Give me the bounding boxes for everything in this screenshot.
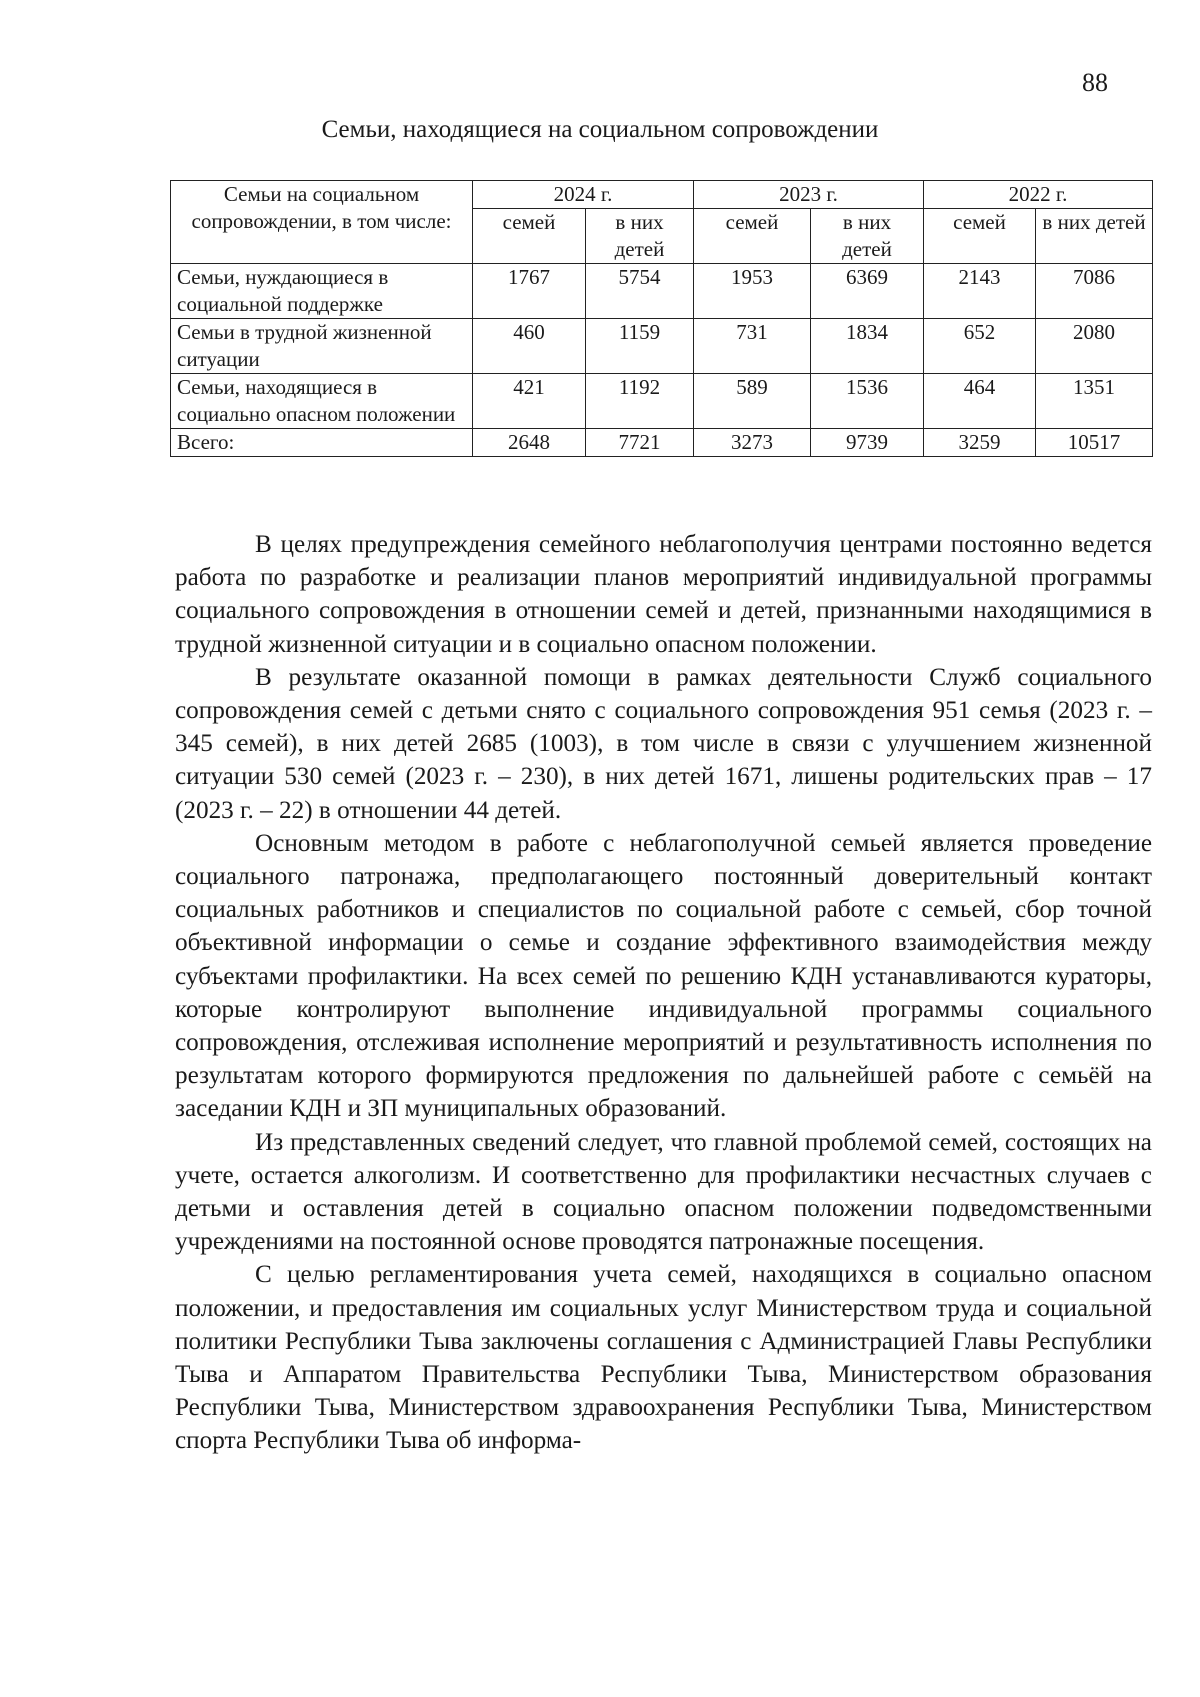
cell-value: 1536 [811, 374, 924, 429]
subheader-children: в них детей [586, 209, 694, 264]
header-label: Семьи на социальном сопровождении, в том числе: [171, 181, 473, 264]
year-header: 2023 г. [694, 181, 924, 209]
cell-value: 2143 [924, 264, 1036, 319]
cell-value: 589 [694, 374, 811, 429]
cell-value: 3259 [924, 429, 1036, 457]
subheader-children: в них детей [1036, 209, 1153, 264]
subheader-children: в них детей [811, 209, 924, 264]
paragraph: Основным методом в работе с неблагополучной семьей является проведение социального патронажа, предполагающего постоянный доверительный контакт социальных работников и специалистов по социальной работе с семьей, сбор точной объективной информации о семье и создание эффективного взаимодействия между субъектами профилактики. На всех семей по решению КДН устанавливаются кураторы, которые контролируют выполнение индивидуальной программы социального сопровождения, отслеживая исполнение мероприятий и результативность исполнения по результатам которого формируются предложения по дальнейшей работе с семьёй на заседании КДН и ЗП муниципальных образований. [175, 829, 1152, 1123]
subheader-families: семей [473, 209, 586, 264]
row-label: Семьи, находящиеся в социально опасном положении [171, 374, 473, 429]
families-table [170, 180, 1153, 457]
row-label: Всего: [171, 429, 473, 457]
row-label: Семьи в трудной жизненной ситуации [171, 319, 473, 374]
table-row [171, 374, 1153, 429]
cell-value: 7721 [586, 429, 694, 457]
paragraph: Из представленных сведений следует, что главной проблемой семей, состоящих на учете, остается алкоголизм. И соответственно для профилактики несчастных случаев с детьми и оставления детей в социально опасном положении подведомственными учреждениями на постоянной основе проводятся патронажные посещения. [175, 1128, 1152, 1256]
subheader-families: семей [694, 209, 811, 264]
cell-value: 731 [694, 319, 811, 374]
cell-value: 2080 [1036, 319, 1153, 374]
table-header-row [171, 181, 1153, 209]
cell-value: 9739 [811, 429, 924, 457]
cell-value: 6369 [811, 264, 924, 319]
table-total-row [171, 429, 1153, 457]
cell-value: 1351 [1036, 374, 1153, 429]
cell-value: 1192 [586, 374, 694, 429]
subheader-families: семей [924, 209, 1036, 264]
cell-value: 2648 [473, 429, 586, 457]
cell-value: 1834 [811, 319, 924, 374]
cell-value: 652 [924, 319, 1036, 374]
year-header: 2022 г. [924, 181, 1153, 209]
row-label: Семьи, нуждающиеся в социальной поддержке [171, 264, 473, 319]
table-row [171, 319, 1153, 374]
cell-value: 10517 [1036, 429, 1153, 457]
cell-value: 464 [924, 374, 1036, 429]
paragraph: В результате оказанной помощи в рамках деятельности Служб социального сопровождения семей с детьми снято с социального сопровождения 951 семья (2023 г. – 345 семей), в них детей 2685 (1003), в том числе в связи с улучшением жизненной ситуации 530 семей (2023 г. – 230), в них детей 1671, лишены родительских прав – 17 (2023 г. – 22) в отношении 44 детей. [175, 663, 1152, 824]
cell-value: 460 [473, 319, 586, 374]
table-row [171, 264, 1153, 319]
cell-value: 7086 [1036, 264, 1153, 319]
body-text [175, 528, 1152, 1458]
paragraph: В целях предупреждения семейного неблагополучия центрами постоянно ведется работа по разработке и реализации планов мероприятий индивидуальной программы социального сопровождения в отношении семей и детей, признанными находящимися в трудной жизненной ситуации и в социально опасном положении. [175, 531, 1152, 658]
cell-value: 421 [473, 374, 586, 429]
paragraph: С целью регламентирования учета семей, находящихся в социально опасном положении, и предоставления им социальных услуг Министерством труда и социальной политики Республики Тыва заключены соглашения с Администрацией Главы Республики Тыва и Аппаратом Правительства Республики Тыва, Министерством образования Республики Тыва, Министерством здравоохранения Республики Тыва, Министерством спорта Республики Тыва об информа- [175, 1261, 1152, 1455]
table-title: Семьи, находящиеся на социальном сопровождении [321, 116, 879, 143]
cell-value: 1953 [694, 264, 811, 319]
cell-value: 3273 [694, 429, 811, 457]
cell-value: 1767 [473, 264, 586, 319]
page-number: 88 [1082, 68, 1108, 97]
cell-value: 1159 [586, 319, 694, 374]
year-header: 2024 г. [473, 181, 694, 209]
cell-value: 5754 [586, 264, 694, 319]
